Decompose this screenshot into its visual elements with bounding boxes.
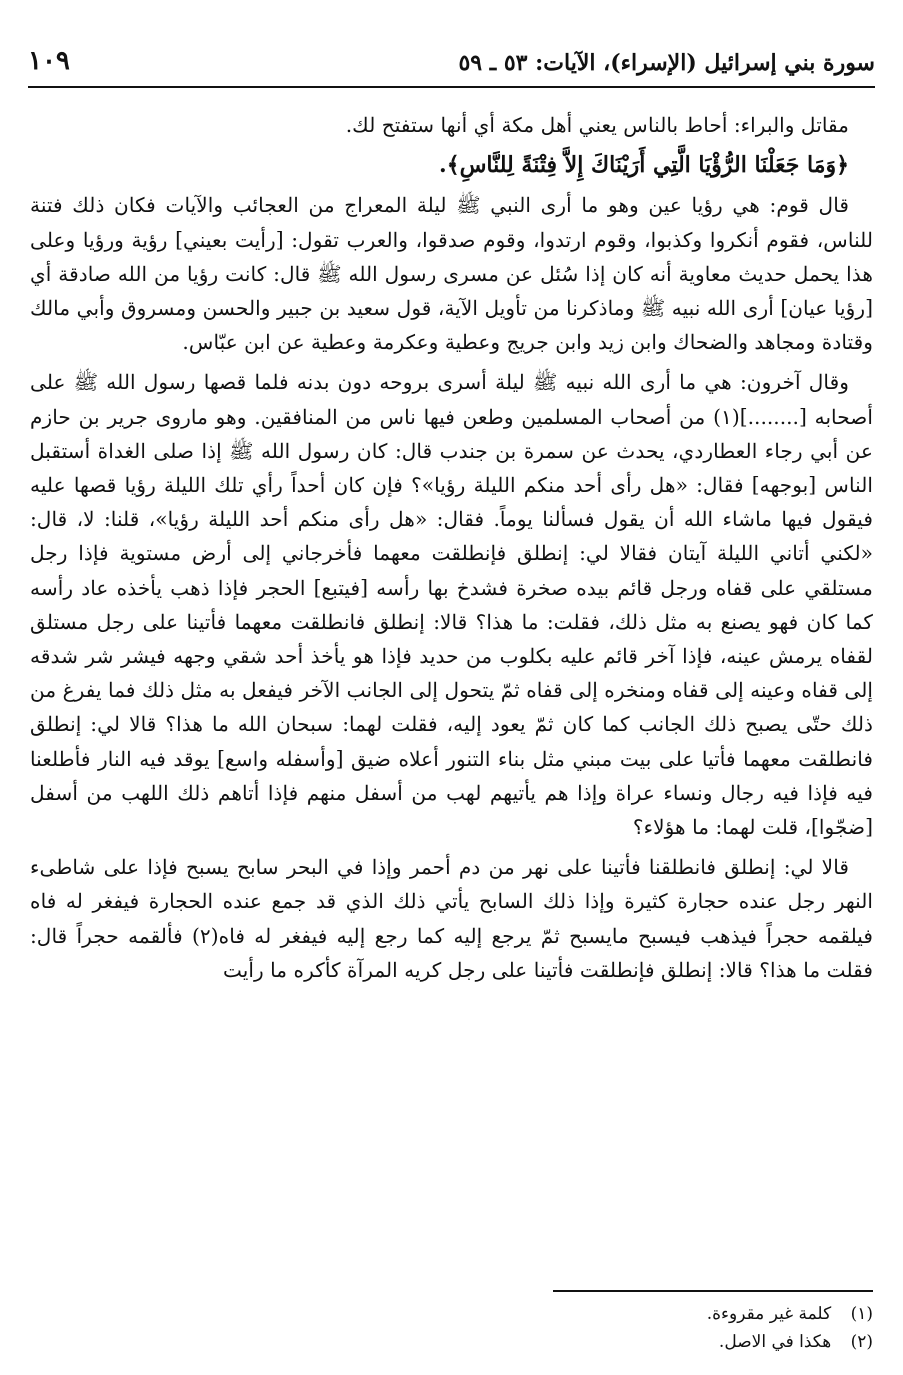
paragraph-2: قال قوم: هي رؤيا عين وهو ما أرى النبي ﷺ ليلة المعراج من العجائب والآيات فكان ذلك فتنة للناس، فقوم أنكروا وكذبوا، وقوم ارتدوا، وقوم صدقوا، والعرب تقول: [رأيت بعيني] رؤية ورؤيا وعلى هذا يحمل حديث معاوية أنه كان إذا سُئل عن مسرى رسول الله ﷺ قال: كانت رؤيا من الله صادقة أي [رؤيا عيان] أرى الله نبيه ﷺ وماذكرنا من تأويل الآية، قول سعيد بن جبير والحسن ومسروق وأبي مالك وقتادة ومجاهد والضحاك وابن زيد وابن جريج وعطية وعكرمة وعطية عن ابن عبّاس.	[30, 193, 873, 355]
header-divider	[28, 86, 875, 88]
paragraph-4: قالا لي: إنطلق فانطلقنا فأتينا على نهر من دم أحمر وإذا في البحر سابح يسبح فإذا على شاطىء النهر رجل عنده حجارة كثيرة وإذا ذلك السابح يأتي ذلك الذي قد جمع عنده الحجارة فيفغر له فاه فيلقمه حجراً فيذهب فيسبح مايسبح ثمّ يرجع إليه كما رجع إليه فيفغر له فاه(٢) فألقمه حجراً قال: فقلت ما هذا؟ قالا: إنطلق فإنطلقت فأتينا على رجل كريه المرآة كأكره ما رأيت	[30, 855, 873, 982]
running-title: سورة بني إسرائيل (الإسراء)، الآيات: ٥٣ ـ ٥٩	[458, 50, 875, 76]
paragraph-1: مقاتل والبراء: أحاط بالناس يعني أهل مكة أي أنها ستفتح لك.	[345, 113, 849, 137]
footnote-text: هكذا في الاصل.	[718, 1332, 832, 1352]
footnote-number: (١)	[850, 1304, 873, 1324]
paragraph-3: وقال آخرون: هي ما أرى الله نبيه ﷺ ليلة أسرى بروحه دون بدنه فلما قصها رسول الله ﷺ على أصحابه [........](١) من أصحاب المسلمين وطعن فيها ناس من المنافقين. وهو ماروى جرير بن حازم عن أبي رجاء العطاردي، يحدث عن سمرة بن جندب قال: كان رسول الله ﷺ إذا صلى الغداة أستقبل الناس [بوجهه] فقال: «هل رأى أحد منكم الليلة رؤيا»؟ فإن كان أحداً رأي تلك الليلة رؤيا قصها عليه فيقول فيها ماشاء الله أن يقول فسألنا يوماً. فقال: «هل رأى منكم أحد الليلة رؤيا»، قلنا: لا، قال: «لكني أتاني الليلة آيتان فقالا لي: إنطلق فإنطلقت معهما فأخرجاني إلى أرض مستوية فإذا رجل مستلقي على قفاه ورجل قائم بيده صخرة فشدخ بها رأسه [فيتبع] الحجر فإذا ذهب يأخذه عاد رأسه كما كان فهو يصنع به مثل ذلك، فقلت: ما هذا؟ قالا: إنطلق فانطلقت معهما فأتينا على رجل مستلق لقفاه يرمش عينه، فإذا آخر قائم عليه بكلوب من حديد فإذا هو يأخذ أحد شقي وجهه فيشر شر شدقه إلى قفاه وعينه إلى قفاه ومنخره إلى قفاه ثمّ يتحول إلى الجانب الآخر فيفعل به مثل ذلك فما يفرغ من ذلك حتّى يصبح ذلك الجانب كما كان ثمّ يعود إليه، فقلت لهما: سبحان الله ما هذا؟ قالا لي: إنطلق فانطلقت معهما فأتيا على بيت مبني مثل بناء التنور أعلاه ضيق [وأسفله واسع] يوقد فيه النار فأطلعنا فيه فإذا فيه رجال ونساء عراة وإذا هم يأتيهم لهب من أسفل منهم فإذا أتاهم ذلك اللهب من أسفل [ضجّوا]، قلت لهما: ما هؤلاء؟	[30, 370, 873, 840]
footnote-text: كلمة غير مقروءة.	[706, 1304, 832, 1324]
quran-verse: ﴿وَمَا جَعَلْنَا الرُّؤْيَا الَّتِي أَرَيْنَاكَ إِلاَّ فِتْنَةً لِلنَّاسِ﴾.	[439, 152, 849, 179]
footnote-2	[30, 1328, 873, 1356]
footnotes	[30, 1300, 873, 1356]
footnote-1	[30, 1300, 873, 1328]
footnote-divider	[553, 1290, 873, 1292]
main-text	[30, 108, 873, 993]
footnote-number: (٢)	[850, 1332, 873, 1352]
page-header	[28, 40, 875, 88]
page-number: ١٠٩	[28, 46, 70, 76]
